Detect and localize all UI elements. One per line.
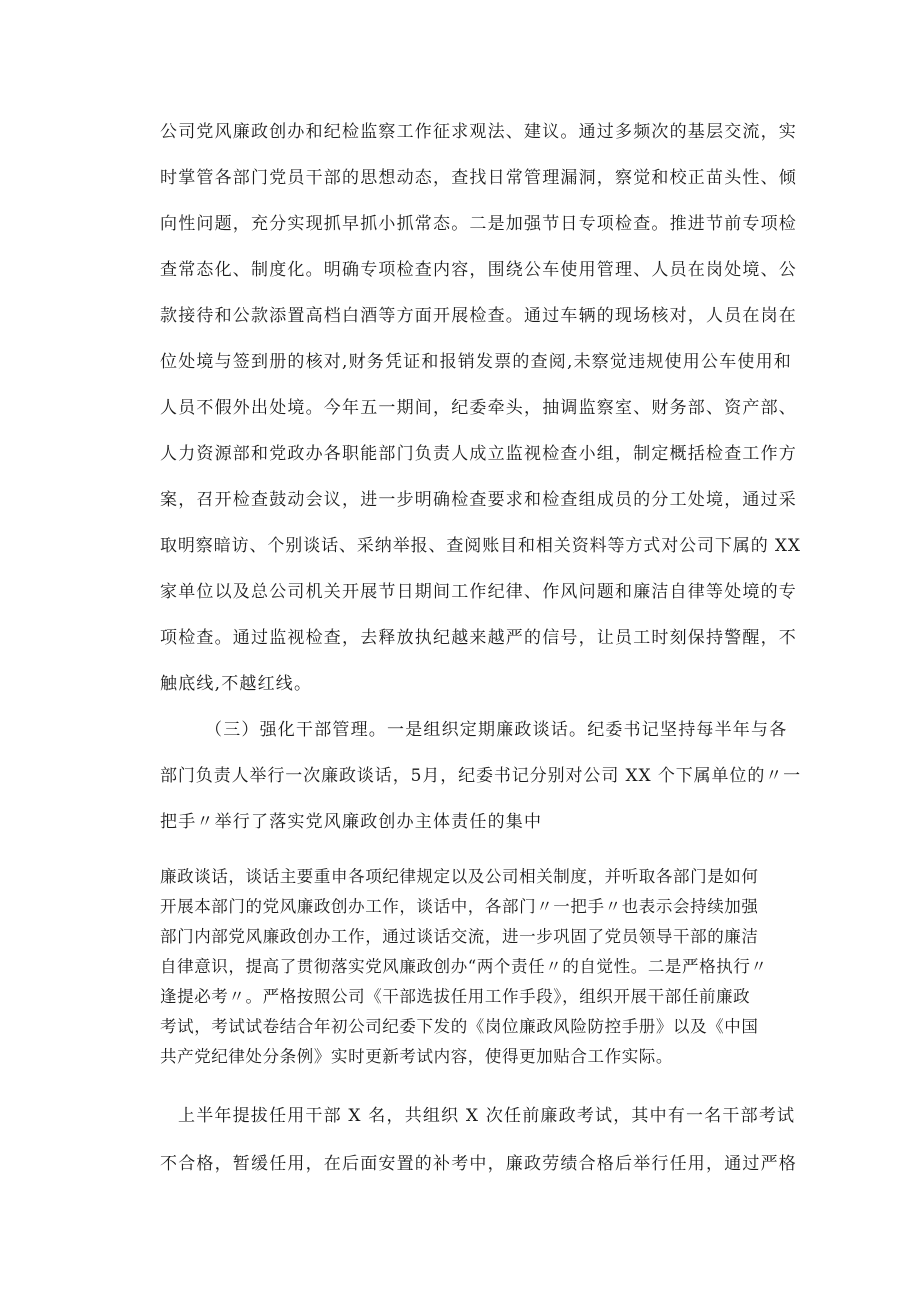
text-line: 部门负责人举行一次廉政谈话，5月，纪委书记分别对公司 XX 个下属单位的〃一 — [160, 766, 802, 786]
text-line: 共产党纪律处分条例》实时更新考试内容，使得更加贴合工作实际。 — [160, 1047, 673, 1066]
text-line: 时掌管各部门党员干部的思想动态，查找日常管理漏洞，察觉和校正苗头性、倾 — [160, 168, 797, 188]
text-line: 把手〃举行了落实党风廉政创办主体责任的集中 — [160, 812, 543, 832]
text-line: 款接待和公款添置高档白酒等方面开展检查。通过车辆的现场核对，人员在岗在 — [160, 306, 797, 326]
text-line: 人员不假外出处境。今年五一期间，纪委牵头，抽调监察室、财务部、资产部、 — [160, 398, 797, 418]
text-line: 案，召开检查鼓动会议，进一步明确检查要求和检查组成员的分工处境，通过采 — [160, 490, 797, 510]
text-line: 人力资源部和党政办各职能部门负责人成立监视检查小组，制定概括检查工作方 — [160, 444, 797, 464]
text-line: 自律意识，提高了贯彻落实党风廉政创办“两个责任〃的自觉性。二是严格执行〃 — [160, 957, 768, 976]
text-line: 公司党风廉政创办和纪检监察工作征求观法、建议。通过多频次的基层交流，实 — [160, 122, 797, 142]
text-line: 取明察暗访、个别谈话、采纳举报、查阅账目和相关资料等方式对公司下属的 XX — [160, 536, 801, 556]
text-line: 逢提必考〃。严格按照公司《干部选拔任用工作手段》，组织开展干部任前廉政 — [160, 987, 751, 1006]
text-line: 项检查。通过监视检查，去释放执纪越来越严的信号，让员工时刻保持警醒，不 — [160, 628, 797, 648]
text-line: 家单位以及总公司机关开展节日期间工作纪律、作风问题和廉洁自律等处境的专 — [160, 582, 797, 602]
text-line: 开展本部门的党风廉政创办工作，谈话中，各部门〃一把手〃也表示会持续加强 — [160, 897, 759, 916]
text-line: 廉政谈话，谈话主要重申各项纪律规定以及公司相关制度，并听取各部门是如何 — [160, 867, 759, 886]
text-line: 触底线,不越红线。 — [160, 674, 313, 694]
text-line: 位处境与签到册的核对,财务凭证和报销发票的查阅,未察觉违规使用公车使用和 — [160, 352, 793, 372]
text-line: 不合格，暂缓任用，在后面安置的补考中，廉政劳绩合格后举行任用，通过严格 — [160, 1154, 797, 1174]
text-line: 上半年提拔任用干部 X 名，共组织 X 次任前廉政考试，其中有一名干部考试 — [178, 1106, 796, 1126]
text-line: 部门内部党风廉政创办工作，通过谈话交流，进一步巩固了党员领导干部的廉洁 — [160, 927, 759, 946]
text-line: （三）强化干部管理。一是组织定期廉政谈话。纪委书记坚持每半年与各 — [205, 720, 788, 740]
text-line: 考试，考试试卷结合年初公司纪委下发的《岗位廉政风险防控手册》以及《中国 — [160, 1017, 759, 1036]
text-line: 向性问题，充分实现抓早抓小抓常态。二是加强节日专项检查。推进节前专项检 — [160, 214, 797, 234]
text-line: 查常态化、制度化。明确专项检查内容，围绕公车使用管理、人员在岗处境、公 — [160, 260, 797, 280]
